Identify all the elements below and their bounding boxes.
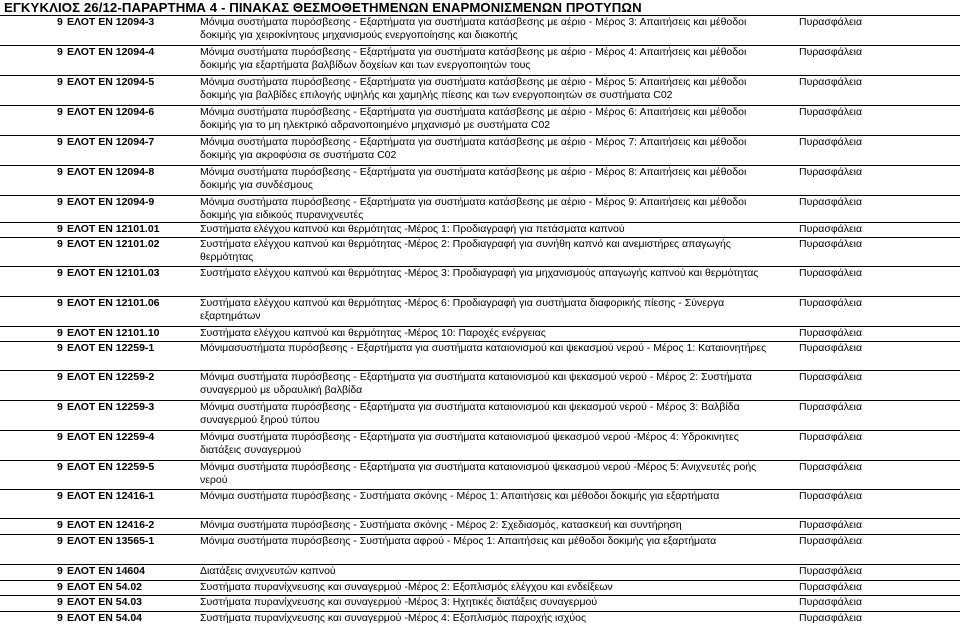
standard-code: ΕΛΟΤ ΕΝ 12101.03	[67, 267, 160, 279]
standard-description	[200, 342, 796, 355]
standard-description	[200, 238, 796, 264]
category-label: Πυρασφάλεια	[799, 581, 863, 593]
standard-code: ΕΛΟΤ ΕΝ 12094-3	[67, 16, 155, 28]
row-group-number: 9	[57, 136, 63, 148]
description-line: Μόνιμα συστήματα πυρόσβεσης - Εξαρτήματα για συστήματα καταιονισμού ψεκασμού νερού -Μέρος 4: Υδροκινητες	[200, 431, 739, 443]
standard-description	[200, 106, 796, 132]
description-line: Συστήματα πυρανίχνευσης και συναγερμού -Μέρος 3: Ηχητικές διατάξεις συναγερμού	[200, 596, 598, 608]
standard-code: ΕΛΟΤ ΕΝ 12101.10	[67, 327, 160, 339]
description-line: Μόνιμα συστήματα πυρόσβεσης - Εξαρτήματα για συστήματα κατάσβεσης με αέριο - Μέρος 5: Απαιτήσεις και μέθοδοι	[200, 76, 747, 88]
category-label: Πυρασφάλεια	[799, 535, 863, 547]
description-line: Μόνιμα συστήματα πυρόσβεσης - Εξαρτήματα για συστήματα κατάσβεσης με αέριο - Μέρος 3: Απαιτήσεις και μέθοδοι	[200, 16, 747, 28]
description-line: Μόνιμα συστήματα πυρόσβεσης - Συστήματα αφρού - Μέρος 1: Απαιτήσεις και μέθοδοι δοκιμής για εξαρτήματα	[200, 535, 717, 547]
row-group-number: 9	[57, 238, 63, 250]
standard-description	[200, 535, 796, 548]
row-group-number: 9	[57, 16, 63, 28]
standard-description	[200, 490, 796, 503]
standard-code: ΕΛΟΤ ΕΝ 54.02	[67, 581, 143, 593]
description-line: Μόνιμα συστήματα πυρόσβεσης - Εξαρτήματα για συστήματα κατάσβεσης με αέριο - Μέρος 7: Απαιτήσεις και μέθοδοι	[200, 136, 747, 148]
category-label: Πυρασφάλεια	[799, 106, 863, 118]
standard-description	[200, 76, 796, 102]
standard-code: ΕΛΟΤ ΕΝ 12416-2	[67, 519, 155, 531]
category-label: Πυρασφάλεια	[799, 327, 863, 339]
standard-code: ΕΛΟΤ ΕΝ 12259-5	[67, 461, 155, 473]
description-line: θερμότητας	[200, 251, 254, 264]
category-label: Πυρασφάλεια	[799, 401, 863, 413]
standard-code: ΕΛΟΤ ΕΝ 12094-7	[67, 136, 155, 148]
standard-code: ΕΛΟΤ ΕΝ 12259-3	[67, 401, 155, 413]
standard-description	[200, 565, 796, 578]
standard-description	[200, 596, 796, 609]
standard-description	[200, 612, 796, 625]
standard-description	[200, 327, 796, 340]
category-label: Πυρασφάλεια	[799, 431, 863, 443]
standard-description	[200, 581, 796, 594]
standard-code: ΕΛΟΤ ΕΝ 12094-9	[67, 196, 155, 208]
row-group-number: 9	[57, 327, 63, 339]
standard-code: ΕΛΟΤ ΕΝ 54.03	[67, 596, 143, 608]
row-group-number: 9	[57, 535, 63, 547]
description-line: Μόνιμα συστήματα πυρόσβεσης - Συστήματα σκόνης - Μέρος 2: Σχεδιασμός, κατασκευή και συντήρηση	[200, 519, 682, 531]
standard-code: ΕΛΟΤ ΕΝ 12094-8	[67, 166, 155, 178]
standard-code: ΕΛΟΤ ΕΝ 12259-4	[67, 431, 155, 443]
row-group-number: 9	[57, 401, 63, 413]
category-label: Πυρασφάλεια	[799, 371, 863, 383]
description-line: δοκιμής για συνδέσμους	[200, 179, 313, 192]
row-group-number: 9	[57, 223, 63, 235]
row-group-number: 9	[57, 371, 63, 383]
description-line: Μόνιμα συστήματα πυρόσβεσης - Εξαρτήματα για συστήματα κατάσβεσης με αέριο - Μέρος 8: Απαιτήσεις και μέθοδοι	[200, 166, 747, 178]
category-label: Πυρασφάλεια	[799, 297, 863, 309]
description-line: Μόνιμα συστήματα πυρόσβεσης - Εξαρτήματα για συστήματα κατάσβεσης με αέριο - Μέρος 6: Απαιτήσεις και μέθοδοι	[200, 106, 747, 118]
description-line: Μόνιμα συστήματα πυρόσβεσης - Εξαρτήματα για συστήματα κατάσβεσης με αέριο - Μέρος 4: Απαιτήσεις και μέθοδοι	[200, 46, 747, 58]
category-label: Πυρασφάλεια	[799, 612, 863, 624]
row-group-number: 9	[57, 267, 63, 279]
standard-description	[200, 431, 796, 457]
standard-code: ΕΛΟΤ ΕΝ 12259-2	[67, 371, 155, 383]
row-group-number: 9	[57, 166, 63, 178]
standard-code: ΕΛΟΤ ΕΝ 12101.06	[67, 297, 160, 309]
standard-code: ΕΛΟΤ ΕΝ 12094-5	[67, 76, 155, 88]
standard-code: ΕΛΟΤ ΕΝ 12094-6	[67, 106, 155, 118]
category-label: Πυρασφάλεια	[799, 490, 863, 502]
category-label: Πυρασφάλεια	[799, 223, 863, 235]
row-group-number: 9	[57, 342, 63, 354]
description-line: εξαρτημάτων	[200, 310, 261, 323]
row-group-number: 9	[57, 581, 63, 593]
description-line: Μόνιμασυστήματα πυρόσβεσης - Εξαρτήματα για συστήματα καταιονισμού και ψεκασμού νερού - Μέρος 1: Καταιονητήρες	[200, 342, 767, 354]
standard-description	[200, 371, 796, 397]
description-line: Μόνιμα συστήματα πυρόσβεσης - Εξαρτήματα για συστήματα καταιονισμού και ψεκασμού νερού - Μέρος 3: Βαλβίδα	[200, 401, 740, 413]
standard-code: ΕΛΟΤ ΕΝ 12416-1	[67, 490, 155, 502]
row-group-number: 9	[57, 106, 63, 118]
standard-description	[200, 401, 796, 427]
category-label: Πυρασφάλεια	[799, 461, 863, 473]
description-line: νερού	[200, 474, 228, 487]
standard-description	[200, 519, 796, 532]
standard-description	[200, 196, 796, 222]
description-line: Μόνιμα συστήματα πυρόσβεσης - Εξαρτήματα για συστήματα καταιονισμού και ψεκασμού νερού - Μέρος 2: Συστήματα	[200, 371, 752, 383]
description-line: Συστήματα ελέγχου καπνού και θερμότητας -Μέρος 3: Προδιαγραφή για μηχανισμούς απαγωγής καπνού και θερμότητας	[200, 267, 759, 279]
description-line: δοκιμής για ακροφύσια σε συστήματα C02	[200, 149, 397, 162]
description-line: Μόνιμα συστήματα πυρόσβεσης - Εξαρτήματα για συστήματα καταιονισμού ψεκασμού νερού -Μέρος 5: Ανιχνευτές ροής	[200, 461, 757, 473]
standard-code: ΕΛΟΤ ΕΝ 12101.02	[67, 238, 160, 250]
row-group-number: 9	[57, 490, 63, 502]
standard-description	[200, 136, 796, 162]
category-label: Πυρασφάλεια	[799, 136, 863, 148]
description-line: δοκιμής για ειδικούς πυρανιχνευτές	[200, 209, 364, 222]
description-line: δοκιμής για το μη ηλεκτρικό αδρανοποιημένο μηχανισμό με συστήματα C02	[200, 119, 551, 132]
standard-description	[200, 461, 796, 487]
standard-code: ΕΛΟΤ ΕΝ 54.04	[67, 612, 143, 624]
category-label: Πυρασφάλεια	[799, 16, 863, 28]
description-line: Συστήματα ελέγχου καπνού και θερμότητας -Μέρος 6: Προδιαγραφή για συστήματα διαφορικής πίεσης - Σύνεργα	[200, 297, 725, 309]
row-group-number: 9	[57, 565, 63, 577]
standard-code: ΕΛΟΤ ΕΝ 14604	[67, 565, 145, 577]
row-group-number: 9	[57, 461, 63, 473]
standard-description	[200, 46, 796, 72]
category-label: Πυρασφάλεια	[799, 196, 863, 208]
description-line: Συστήματα ελέγχου καπνού και θερμότητας -Μέρος 10: Παροχές ενέργειας	[200, 327, 546, 339]
row-group-number: 9	[57, 46, 63, 58]
standard-code: ΕΛΟΤ ΕΝ 12101.01	[67, 223, 160, 235]
standard-description	[200, 267, 796, 280]
row-group-number: 9	[57, 596, 63, 608]
description-line: Συστήματα πυρανίχνευσης και συναγερμού -Μέρος 4: Εξοπλισμός παροχής ισχύος	[200, 612, 587, 624]
row-group-number: 9	[57, 612, 63, 624]
description-line: Συστήματα πυρανίχνευσης και συναγερμού -Μέρος 2: Εξοπλισμός ελέγχου και ενδείξεων	[200, 581, 613, 593]
row-group-number: 9	[57, 76, 63, 88]
row-group-number: 9	[57, 519, 63, 531]
category-label: Πυρασφάλεια	[799, 76, 863, 88]
description-line: συναγερμού ξηρού τύπου	[200, 414, 320, 427]
category-label: Πυρασφάλεια	[799, 519, 863, 531]
category-label: Πυρασφάλεια	[799, 166, 863, 178]
description-line: Διατάξεις ανιχνευτών καπνού	[200, 565, 336, 577]
row-group-number: 9	[57, 431, 63, 443]
standard-code: ΕΛΟΤ ΕΝ 12259-1	[67, 342, 155, 354]
description-line: συναγερμού με υδραυλική βαλβίδα	[200, 384, 363, 397]
row-group-number: 9	[57, 196, 63, 208]
standard-description	[200, 297, 796, 323]
category-label: Πυρασφάλεια	[799, 46, 863, 58]
description-line: δοκιμής για εξαρτήματα βαλβίδων δοχείων και των ενεργοποιητών τους	[200, 59, 531, 72]
standard-description	[200, 166, 796, 192]
standard-code: ΕΛΟΤ ΕΝ 13565-1	[67, 535, 155, 547]
category-label: Πυρασφάλεια	[799, 267, 863, 279]
description-line: δοκιμής για χειροκίνητους μηχανισμούς ενεργοποίησης και διακοπής	[200, 29, 518, 42]
standard-code: ΕΛΟΤ ΕΝ 12094-4	[67, 46, 155, 58]
description-line: διατάξεις συναγερμού	[200, 444, 302, 457]
standard-description	[200, 223, 796, 236]
row-group-number: 9	[57, 297, 63, 309]
description-line: Μόνιμα συστήματα πυρόσβεσης - Συστήματα σκόνης - Μέρος 1: Απαιτήσεις και μέθοδοι δοκιμής για εξαρτήματα	[200, 490, 720, 502]
category-label: Πυρασφάλεια	[799, 342, 863, 354]
category-label: Πυρασφάλεια	[799, 238, 863, 250]
standard-description	[200, 16, 796, 42]
page-title: ΕΓΚΥΚΛΙΟΣ 26/12-ΠΑΡΑΡΤΗΜΑ 4 - ΠΙΝΑΚΑΣ ΘΕΣΜΟΘΕΤΗΜΕΝΩΝ ΕΝΑΡΜΟΝΙΣΜΕΝΩΝ ΠΡΟΤΥΠΩΝ	[4, 0, 642, 15]
category-label: Πυρασφάλεια	[799, 565, 863, 577]
description-line: Συστήματα ελέγχου καπνού και θερμότητας -Μέρος 2: Προδιαγραφή για συνήθη καπνό και ανεμιστήρες απαγωγής	[200, 238, 731, 250]
category-label: Πυρασφάλεια	[799, 596, 863, 608]
description-line: Μόνιμα συστήματα πυρόσβεσης - Εξαρτήματα για συστήματα κατάσβεσης με αέριο - Μέρος 9: Απαιτήσεις και μέθοδοι	[200, 196, 747, 208]
description-line: δοκιμής για βαλβίδες επιλογής υψηλής και χαμηλής πίεσης και των ενεργοποιητών σε συστήματα C02	[200, 89, 673, 102]
description-line: Συστήματα ελέγχου καπνού και θερμότητας -Μέρος 1: Προδιαγραφή για πετάσματα καπνού	[200, 223, 625, 235]
